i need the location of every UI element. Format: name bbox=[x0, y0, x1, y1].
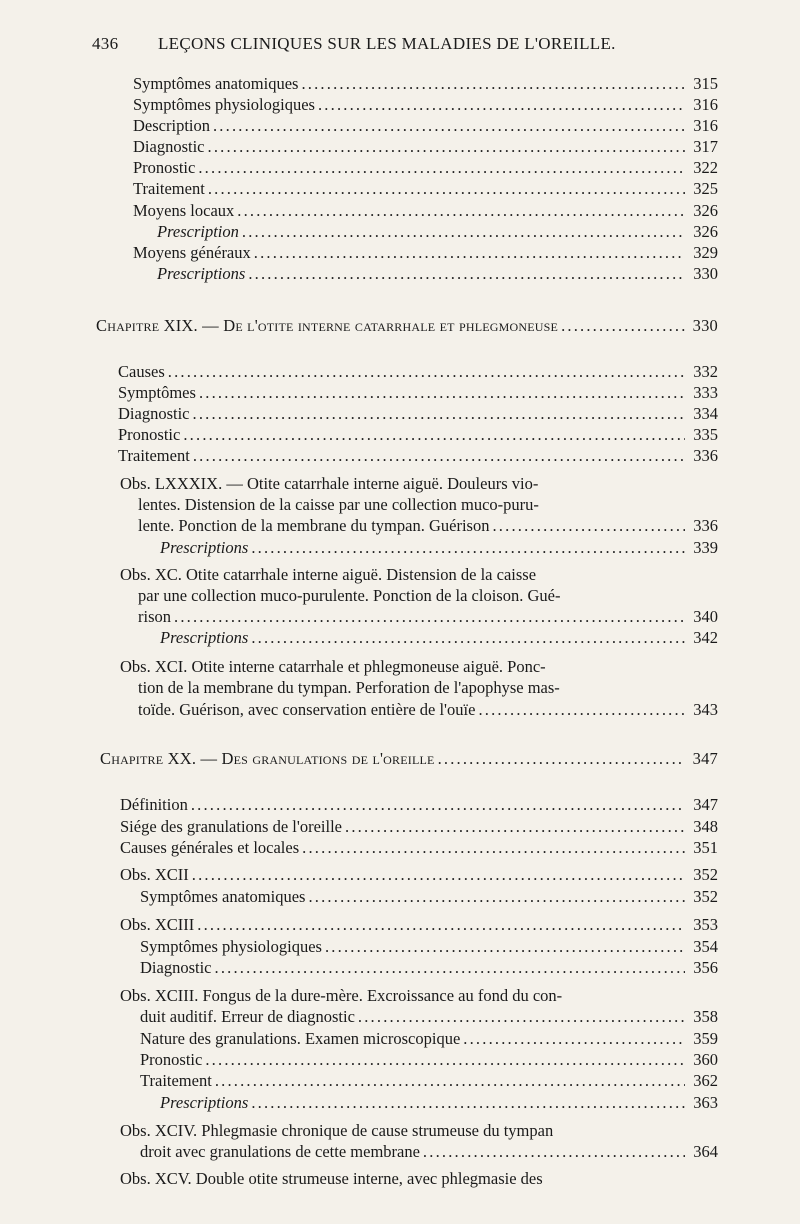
toc-entry[interactable]: Obs. XCII ..... 352 bbox=[120, 864, 718, 886]
toc-entry[interactable]: Symptômes physiologiques ..... 316 bbox=[133, 94, 718, 116]
toc-entry[interactable]: Symptômes physiologiques ..... 354 bbox=[140, 936, 718, 958]
toc-entry[interactable]: Traitement ..... 325 bbox=[133, 178, 718, 200]
obs-90-prescriptions[interactable]: Prescriptions ..... 342 bbox=[160, 627, 718, 649]
obs-94-line1: Obs. XCIV. Phlegmasie chronique de cause strumeuse du tympan bbox=[120, 1121, 554, 1140]
obs-91-line1: Obs. XCI. Otite interne catarrhale et phlegmoneuse aiguë. Ponc- bbox=[120, 657, 546, 676]
toc-entry[interactable]: Symptômes anatomiques ..... 315 bbox=[133, 73, 718, 95]
toc-entry[interactable]: Siége des granulations de l'oreille ..... 348 bbox=[120, 816, 718, 838]
page-number: 436 bbox=[92, 34, 119, 53]
obs-90-entry[interactable]: rison ..... 340 bbox=[138, 606, 718, 628]
obs-89-entry[interactable]: lente. Ponction de la membrane du tympan. Guérison ..... 336 bbox=[138, 515, 718, 537]
toc-entry[interactable]: Symptômes anatomiques ..... 352 bbox=[140, 886, 718, 908]
obs-89-line2: lentes. Distension de la caisse par une collection muco-puru- bbox=[138, 495, 539, 514]
toc-entry[interactable]: Symptômes ..... 333 bbox=[118, 382, 718, 404]
obs-90-line1: Obs. XC. Otite catarrhale interne aiguë. Distension de la caisse bbox=[120, 565, 537, 584]
toc-entry[interactable]: Prescription ..... 326 bbox=[157, 221, 718, 243]
toc-entry[interactable]: Diagnostic ..... 356 bbox=[140, 957, 718, 979]
obs-94-entry[interactable]: droit avec granulations de cette membrane ..... 364 bbox=[140, 1141, 718, 1163]
running-title: LEÇONS CLINIQUES SUR LES MALADIES DE L'OREILLE. bbox=[158, 34, 616, 53]
toc-entry[interactable]: Causes générales et locales ..... 351 bbox=[120, 837, 718, 859]
toc-entry[interactable]: Nature des granulations. Examen microscopique ..... 359 bbox=[140, 1028, 718, 1050]
obs-93b-line1: Obs. XCIII. Fongus de la dure-mère. Excroissance au fond du con- bbox=[120, 986, 563, 1005]
running-header bbox=[92, 34, 712, 54]
toc-entry[interactable]: Moyens généraux ..... 329 bbox=[133, 242, 718, 264]
toc-entry[interactable]: Définition ..... 347 bbox=[120, 794, 718, 816]
toc-entry[interactable]: Prescriptions ..... 363 bbox=[160, 1092, 718, 1114]
toc-entry[interactable]: Diagnostic ..... 317 bbox=[133, 136, 718, 158]
obs-89-prescriptions[interactable]: Prescriptions ..... 339 bbox=[160, 537, 718, 559]
chapter-heading-20[interactable]: Chapitre XX. — Des granulations de l'oreille ..... 347 bbox=[100, 748, 718, 770]
toc-entry[interactable]: Pronostic ..... 335 bbox=[118, 424, 718, 446]
obs-90-line2: par une collection muco-purulente. Ponction de la cloison. Gué- bbox=[138, 586, 561, 605]
toc-entry[interactable]: Description ..... 316 bbox=[133, 115, 718, 137]
obs-91-line2: tion de la membrane du tympan. Perforation de l'apophyse mas- bbox=[138, 678, 560, 697]
toc-entry[interactable]: Diagnostic ..... 334 bbox=[118, 403, 718, 425]
obs-91-entry[interactable]: toïde. Guérison, avec conservation entière de l'ouïe ..... 343 bbox=[138, 699, 718, 721]
obs-93b-entry[interactable]: duit auditif. Erreur de diagnostic ..... 358 bbox=[140, 1006, 718, 1028]
toc-entry[interactable]: Traitement ..... 362 bbox=[140, 1070, 718, 1092]
obs-89-line1: Obs. LXXXIX. — Otite catarrhale interne aiguë. Douleurs vio- bbox=[120, 474, 539, 493]
toc-entry[interactable]: Obs. XCIII ..... 353 bbox=[120, 914, 718, 936]
toc-entry[interactable]: Moyens locaux ..... 326 bbox=[133, 200, 718, 222]
toc-entry[interactable]: Traitement ..... 336 bbox=[118, 445, 718, 467]
toc-entry[interactable]: Causes ..... 332 bbox=[118, 361, 718, 383]
chapter-heading-19[interactable]: Chapitre XIX. — De l'otite interne catarrhale et phlegmoneuse ..... 330 bbox=[96, 315, 718, 337]
toc-entry[interactable]: Pronostic ..... 322 bbox=[133, 157, 718, 179]
toc-entry[interactable]: Pronostic ..... 360 bbox=[140, 1049, 718, 1071]
toc-entry[interactable]: Prescriptions ..... 330 bbox=[157, 263, 718, 285]
obs-95-line1: Obs. XCV. Double otite strumeuse interne, avec phlegmasie des bbox=[120, 1169, 543, 1188]
